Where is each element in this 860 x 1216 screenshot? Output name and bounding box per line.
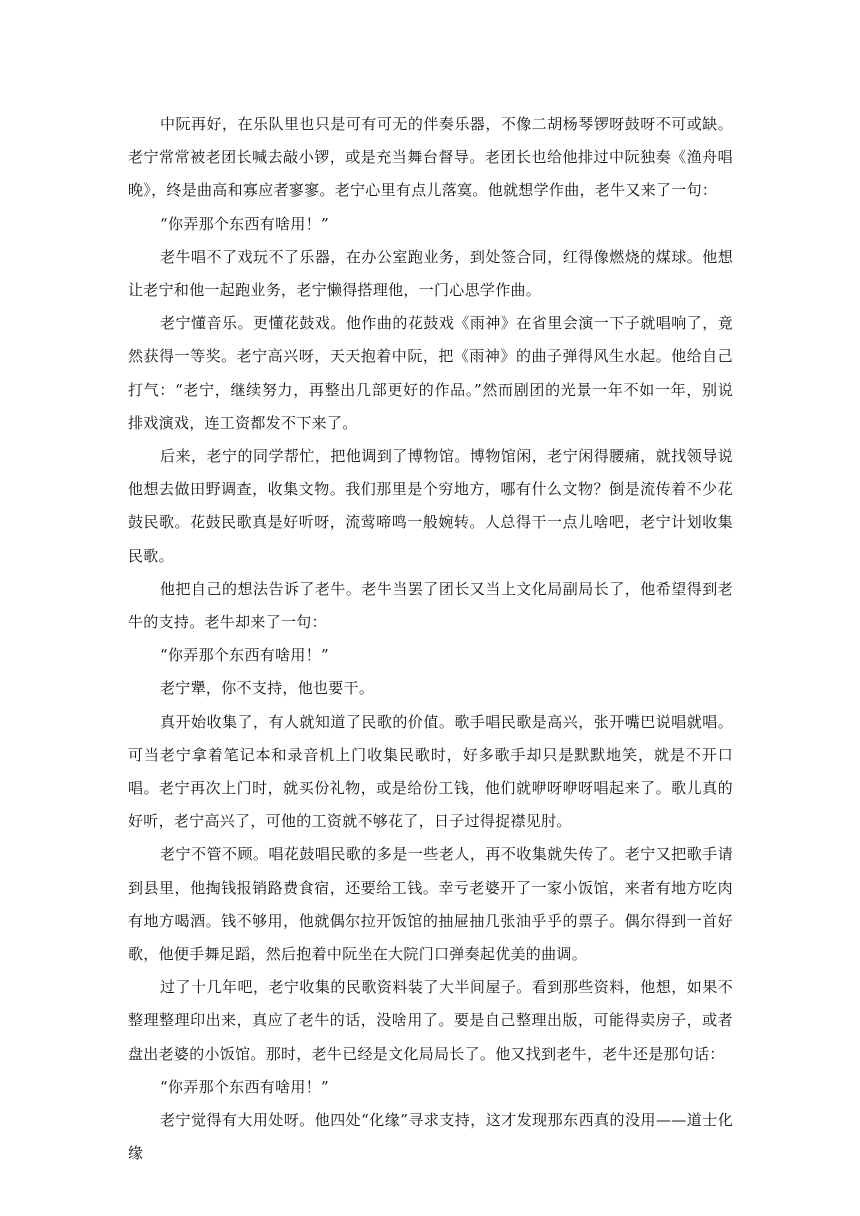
paragraph: 后来，老宁的同学帮忙，把他调到了博物馆。博物馆闲，老宁闲得腰痛，就找领导说他想去做田野调查，收集文物。我们那里是个穷地方，哪有什么文物？倒是流传着不少花鼓民歌。花鼓民歌真是好听呀，流莺啼鸣一般婉转。人总得干一点儿啥吧，老宁计划收集民歌。 <box>128 447 733 565</box>
paragraph: 老牛唱不了戏玩不了乐器，在办公室跑业务，到处签合同，红得像燃烧的煤球。他想让老宁和他一起跑业务，老宁懒得搭理他，一门心思学作曲。 <box>128 247 733 300</box>
paragraph: 老宁觉得有大用处呀。他四处“化缘”寻求支持，这才发现那东西真的没用——道士化缘 <box>128 1111 733 1163</box>
paragraph: 老宁懂音乐。更懂花鼓戏。他作曲的花鼓戏《雨神》在省里会演一下子就唱响了，竟然获得一等奖。老宁高兴呀，天天抱着中阮，把《雨神》的曲子弹得风生水起。他给自己打气：“老宁，继续努力，再整出几部更好的作品。”然而剧团的光景一年不如一年，别说排戏演戏，连工资都发不下来了。 <box>128 314 733 432</box>
paragraph: 他把自己的想法告诉了老牛。老牛当罢了团长又当上文化局副局长了，他希望得到老牛的支持。老牛却来了一句： <box>128 579 733 632</box>
article-body <box>128 108 733 1171</box>
paragraph: “你弄那个东西有啥用！” <box>160 646 329 665</box>
paragraph: 真开始收集了，有人就知道了民歌的价值。歌手唱民歌是高兴，张开嘴巴说唱就唱。可当老宁拿着笔记本和录音机上门收集民歌时，好多歌手却只是默默地笑，就是不开口唱。老宁再次上门时，就买份礼物，或是给份工钱，他们就咿呀咿呀唱起来了。歌儿真的好听，老宁高兴了，可他的工资就不够花了，日子过得捉襟见肘。 <box>128 712 733 831</box>
paragraph: 老宁犟，你不支持，他也要干。 <box>160 679 375 698</box>
paragraph: “你弄那个东西有啥用！” <box>160 1077 329 1096</box>
paragraph: 过了十几年吧，老宁收集的民歌资料装了大半间屋子。看到那些资料，他想，如果不整理整理印出来，真应了老牛的话，没啥用了。要是自己整理出版，可能得卖房子，或者盘出老婆的小饭馆。那时，老牛已经是文化局局长了。他又找到老牛，老牛还是那句话： <box>128 978 733 1063</box>
paragraph: “你弄那个东西有啥用！” <box>160 214 329 233</box>
paragraph: 中阮再好，在乐队里也只是可有可无的伴奏乐器，不像二胡杨琴锣呀鼓呀不可或缺。老宁常常被老团长喊去敲小锣，或是充当舞台督导。老团长也给他排过中阮独奏《渔舟唱晚》，终是曲高和寡应者寥寥。老宁心里有点儿落寞。他就想学作曲，老牛又来了一句： <box>128 115 733 200</box>
paragraph: 老宁不管不顾。唱花鼓唱民歌的多是一些老人，再不收集就失传了。老宁又把歌手请到县里，他掏钱报销路费食宿，还要给工钱。幸亏老婆开了一家小饭馆，来者有地方吃肉有地方喝酒。钱不够用，他就偶尔拉开饭馆的抽屉抽几张油乎乎的票子。偶尔得到一首好歌，他便手舞足蹈，然后抱着中阮坐在大院门口弹奏起优美的曲调。 <box>128 845 733 964</box>
